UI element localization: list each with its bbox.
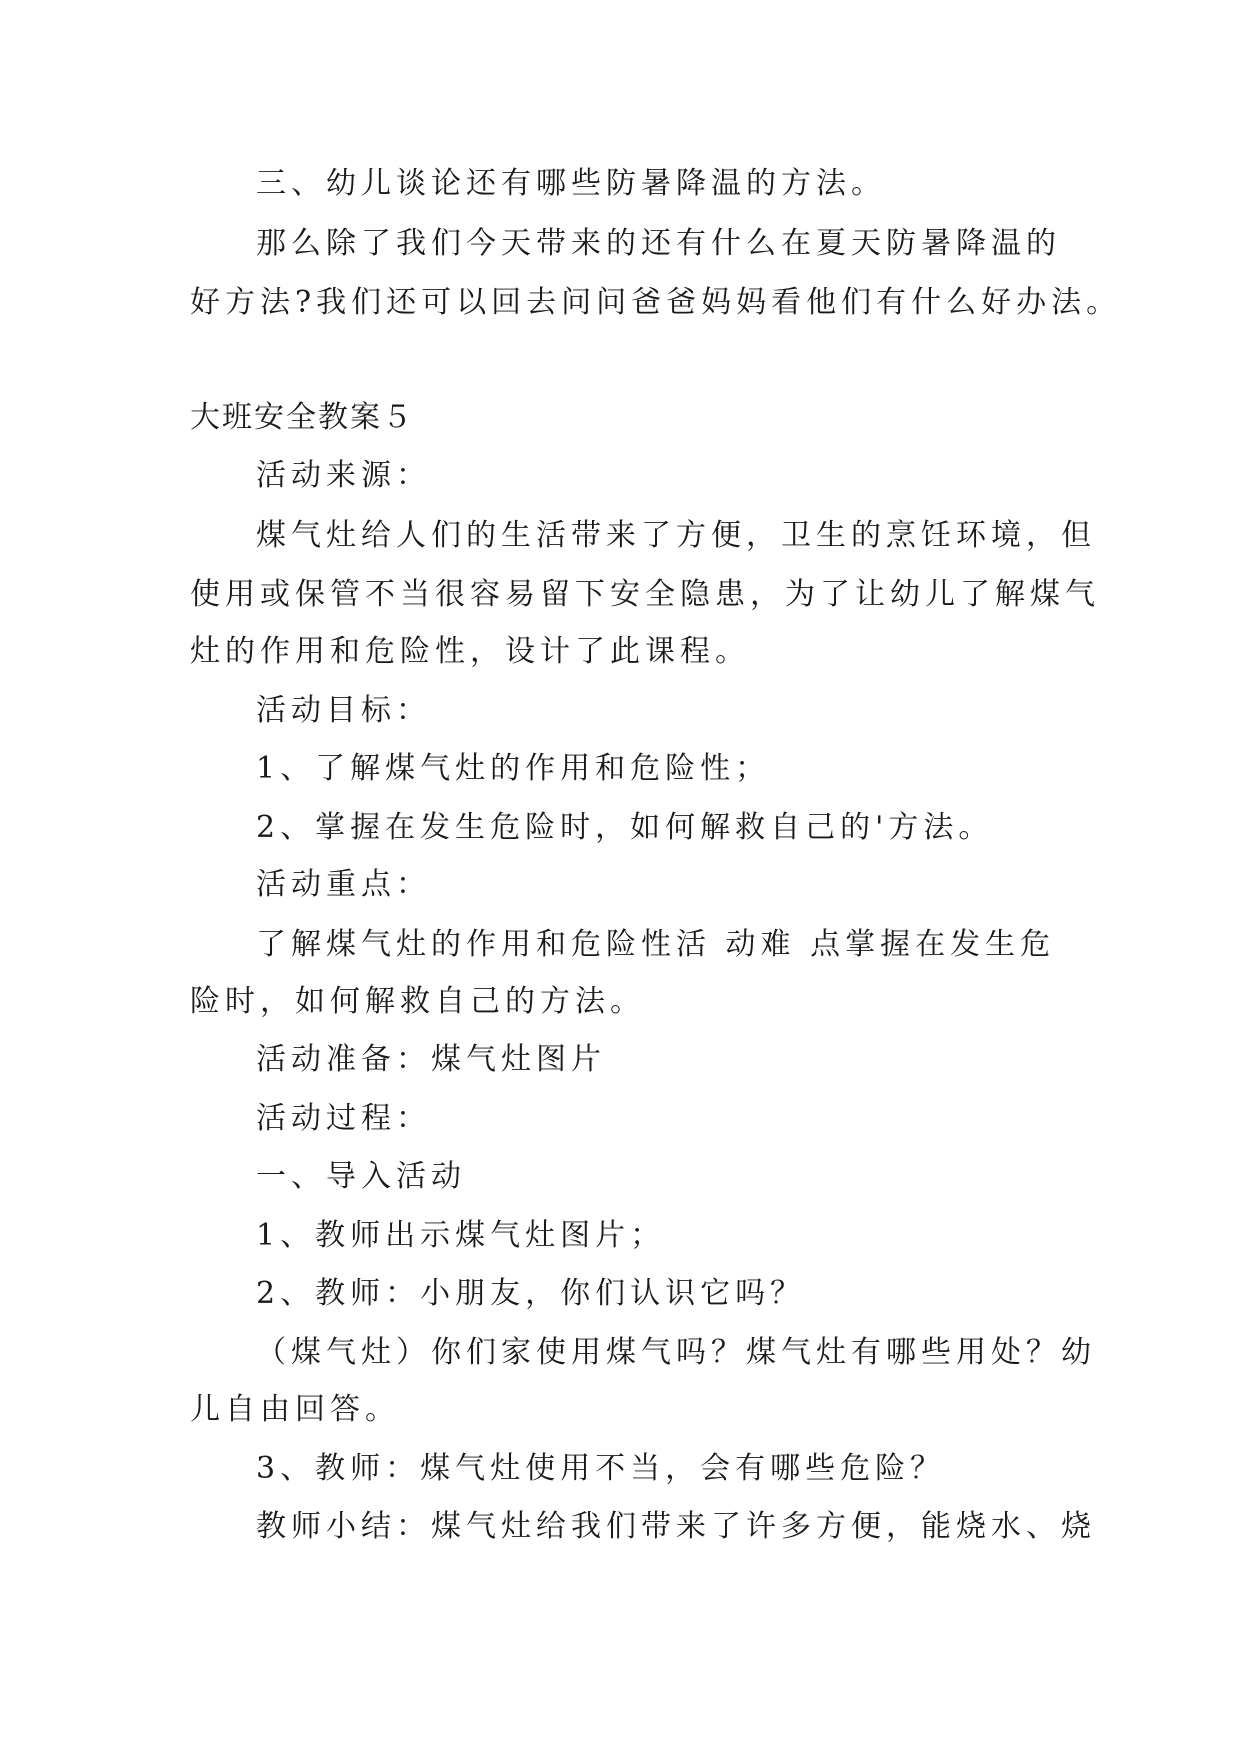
text-line: 三、幼儿谈论还有哪些防暑降温的方法。 <box>256 166 886 201</box>
text-line: 灶的作用和危险性，设计了此课程。 <box>190 634 750 669</box>
text-line: 使用或保管不当很容易留下安全隐患，为了让幼儿了解煤气 <box>190 577 1100 612</box>
text-line: 教师小结：煤气灶给我们带来了许多方便，能烧水、烧 <box>256 1509 1096 1544</box>
text-line: 活动目标： <box>256 693 431 728</box>
text-line: （煤气灶）你们家使用煤气吗？煤气灶有哪些用处？幼 <box>256 1335 1096 1370</box>
text-line: 儿自由回答。 <box>190 1392 400 1427</box>
text-line: 险时，如何解救自己的方法。 <box>190 984 645 1019</box>
text-line: 2、教师：小朋友，你们认识它吗？ <box>256 1276 806 1311</box>
text-line: 活动重点： <box>256 867 431 902</box>
text-line: 3、教师：煤气灶使用不当，会有哪些危险？ <box>256 1451 946 1486</box>
text-line: 煤气灶给人们的生活带来了方便，卫生的烹饪环境，但 <box>256 518 1096 553</box>
text-line: 那么除了我们今天带来的还有什么在夏天防暑降温的 <box>256 226 1061 261</box>
text-line: 好方法?我们还可以回去问问爸爸妈妈看他们有什么好办法。 <box>190 285 1122 320</box>
text-line: 一、导入活动 <box>256 1159 466 1194</box>
text-line: 1、教师出示煤气灶图片； <box>256 1218 666 1253</box>
text-line: 活动来源： <box>256 458 431 493</box>
text-line: 2、掌握在发生危险时，如何解救自己的'方法。 <box>256 810 994 845</box>
text-line: 活动过程： <box>256 1101 431 1136</box>
section-heading: 大班安全教案５ <box>190 400 414 435</box>
text-line: 活动准备：煤气灶图片 <box>256 1042 606 1077</box>
text-line: 了解煤气灶的作用和危险性活 动难 点掌握在发生危 <box>256 927 1056 962</box>
text-line: 1、了解煤气灶的作用和危险性； <box>256 751 771 786</box>
